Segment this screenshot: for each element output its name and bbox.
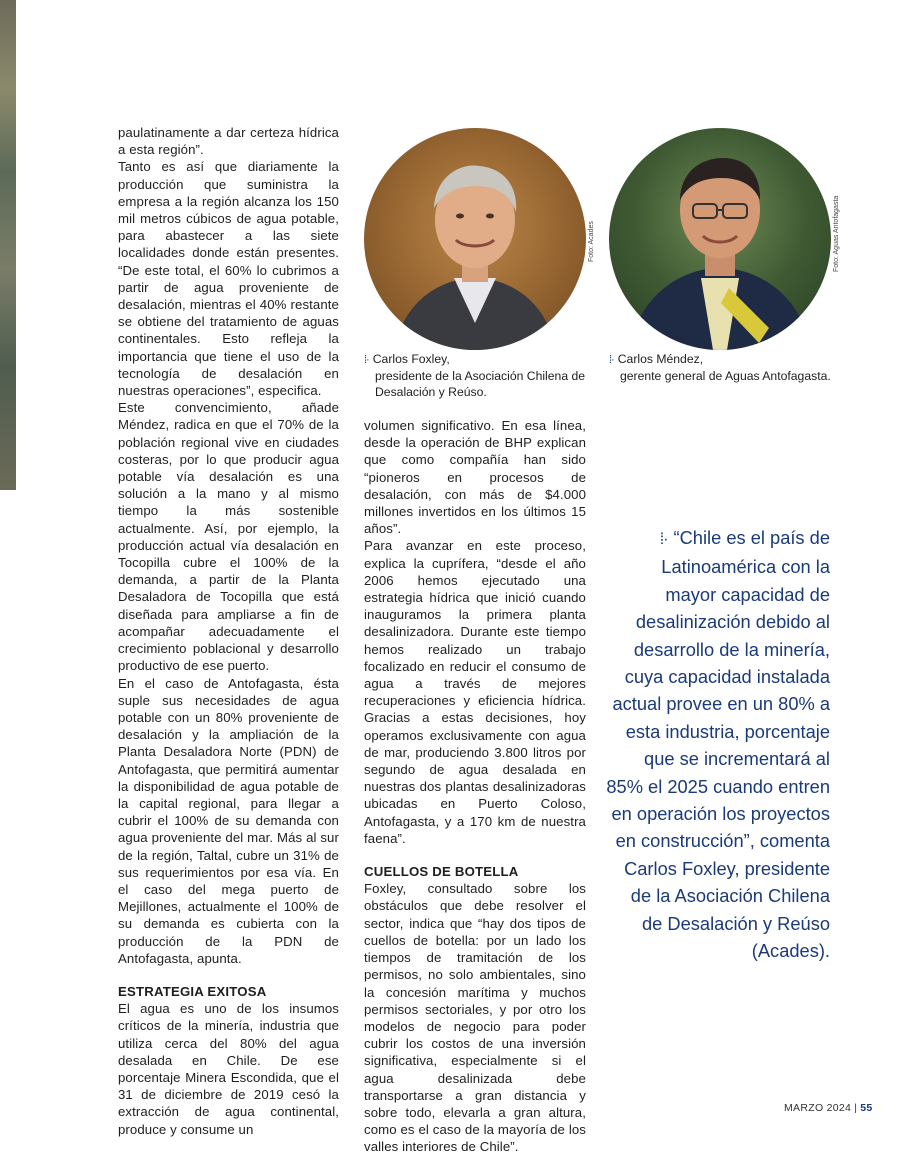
issue-date: MARZO 2024 [784,1102,852,1114]
article-column-middle [364,417,586,1156]
photo-credit: Foto: Acades [588,221,595,262]
paragraph: Para avanzar en este proceso, explica la cuprífera, “desde el año 2006 hemos ejecutado una estrategia hídrica que inició cuando inauguramos la primera planta desalinizadora. Durante este tiempo hemos realizado un trabajo focalizado en reducir el consumo de agua a través de mejores recuperaciones y eficiencia hídrica. Gracias a estas decisiones, hoy operamos exclusivamente con agua de mar, produciendo 3.800 litros por segundo de agua desalada en nuestras dos plantas desalinizadoras ubicadas en Puerto Coloso, Antofagasta, y a 170 km de nuestra faena”. [364,538,586,846]
paragraph: Este convencimiento, añade Méndez, radica en que el 70% de la población regional vive en ciudades costeras, por lo que producir agua potable vía desalación es una solución a la mano y al mismo tiempo la más sostenible actualmente. Así, por ejemplo, la producción actual vía desalación en Tocopilla cubre el 100% de la demanda, a partir de la Planta Desaladora de Tocopilla que está diseñada para ampliarse a fin de acompañar adecuadamente el crecimiento poblacional y desarrollo productivo de ese puerto. [118,400,339,674]
photo-credit: Foto: Aguas Antofagasta [833,195,840,272]
caption-name: Carlos Méndez, [617,352,704,366]
paragraph: En el caso de Antofagasta, ésta suple sus necesidades de agua potable con un 80% proveniente de desalación y la ampliación de la Planta Desaladora Norte (PDN) de Antofagasta, que permitirá aumentar la disponibilidad de agua potable de la capital regional, para llegar a cubrir el 100% de su demanda con agua proveniente del mar. Más al sur de la región, Taltal, cubre un 31% de sus requerimientos por esa vía. En el caso del mega puerto de Mejillones, actualmente el 100% de su demanda es cubierta con la producción de la PDN de Antofagasta, apunta. [118,675,339,966]
section-heading: ESTRATEGIA EXITOSA [118,983,267,999]
paragraph: Foxley, consultado sobre los obstáculos que debe resolver el sector, indica que “hay dos tipos de cuellos de botella: por un lado los tiempos de tramitación de los permisos, no solo ambientales, sino la concesión marítima y muchos permisos sectoriales, y por otro los modelos de negocio para poder cubrir los costos de una inversión significativa, especialmente si el agua desalinizada debe transportarse a gran distancia y sobre todo, elevarla a gran altura, como es el caso de la mayoría de los valles interiores de Chile”. [364,881,586,1155]
caption-name: Carlos Foxley, [372,352,450,366]
article-column-left [118,124,339,1138]
paragraph: paulatinamente a dar certeza hídrica a esta región”. [118,125,339,158]
photo-caption-mendez [609,351,839,384]
pull-quote [606,524,830,965]
paragraph: El agua es uno de los insumos críticos de la minería, industria que utiliza cerca del 80% del agua desalada en Chile. De ese porcentaje Minera Escondida, que el 31 de diciembre de 2019 cesó la extracción de agua continental, produce y consume un [118,1001,339,1137]
bullet-icon: ⁞· [364,354,369,366]
portrait-illustration [609,128,831,350]
paragraph: volumen significativo. En esa línea, desde la operación de BHP explican que como compañía han sido “pioneros en procesos de desalación, con más de $4.000 millones invertidos en los últimos 15 años”. [364,418,586,537]
portrait-carlos-foxley [364,128,586,350]
photo-caption-foxley [364,351,594,400]
caption-role: gerente general de Aguas Antofagasta. [620,369,831,383]
page-footer [784,1102,873,1114]
caption-role: presidente de la Asociación Chilena de Desalación y Reúso. [375,369,586,399]
edge-photo-strip [0,0,16,490]
footer-separator: | [854,1102,858,1114]
bullet-icon: ⁞· [609,354,614,366]
bullet-icon: ⁞· [659,531,668,548]
portrait-carlos-mendez [609,128,831,350]
paragraph: Tanto es así que diariamente la producción que suministra la empresa a la región alcanza los 150 mil metros cúbicos de agua potable, para abastecer a las siete localidades donde están presentes. “De este total, el 60% lo cubrimos a partir de agua proveniente de desalación, mientras el 40% restante se obtiene del tratamiento de aguas continentales. Esto refleja la importancia que tiene el uso de la tecnología de desalación en nuestras operaciones”, especifica. [118,159,339,399]
pull-quote-text: “Chile es el país de Latinoamérica con la mayor capacidad de desalinización debido al desarrollo de la minería, cuya capacidad instalada actual provee en un 80% a esta industria, porcentaje que se incrementará al 85% el 2025 cuando entren en operación los proyectos en construcción”, comenta Carlos Foxley, presidente de la Asociación Chilena de Desalación y Reúso (Acades). [606,527,830,962]
section-heading: CUELLOS DE BOTELLA [364,864,519,880]
page-number: 55 [860,1102,873,1114]
portrait-illustration [364,128,586,350]
